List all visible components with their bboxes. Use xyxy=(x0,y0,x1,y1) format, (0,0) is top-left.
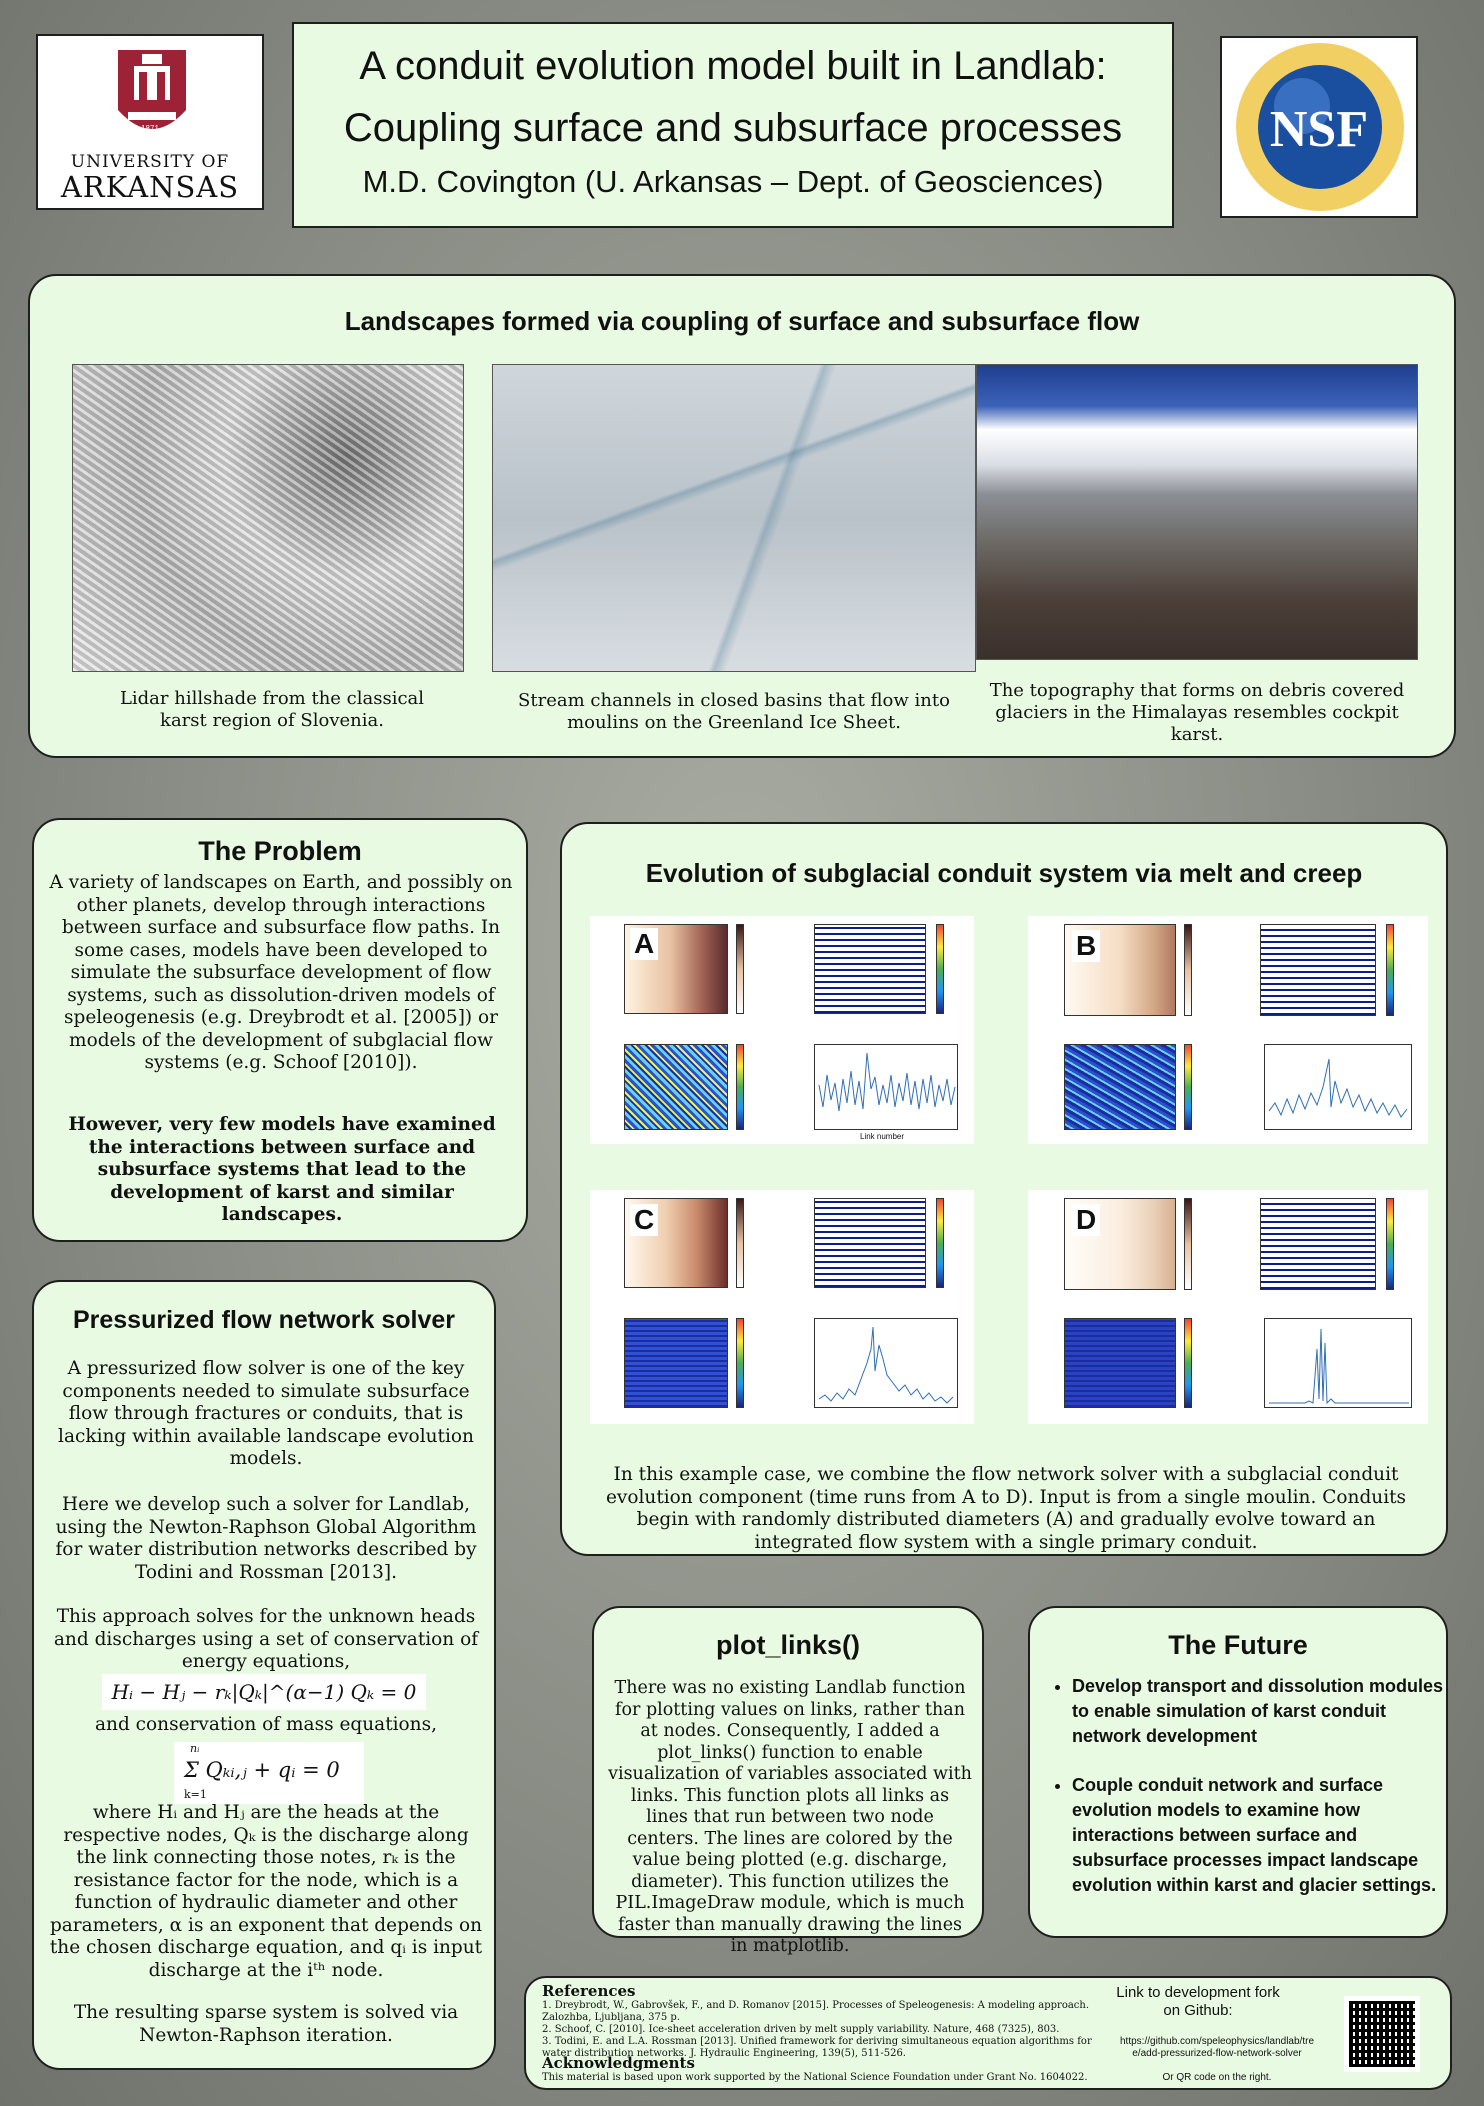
diameter-map-b xyxy=(1064,1044,1176,1130)
acknowledgments-text: This material is based upon work supported by the National Science Foundation under Grant No. 1604022. xyxy=(542,2072,1088,2083)
qr-note: Or QR code on the right. xyxy=(1162,2072,1272,2083)
discharge-map-d xyxy=(1260,1198,1376,1290)
solver-p6: The resulting sparse system is solved via Newton-Raphson iteration. xyxy=(73,2002,459,2046)
figure-panel-b xyxy=(1028,916,1428,1144)
plot-links-body: There was no existing Landlab function for plotting values on links, rather than at nodes. Consequently, I added a plot_links() function to enable visualization of variables associated with links. This function plots all links as lines that run between two node centers. The lines are colored by the value being plotted (e.g. discharge, diameter). This function utilizes the PIL.ImageDraw module, which is much faster than manually drawing the lines in matplotlib. xyxy=(608,1678,972,1956)
university-seal-icon xyxy=(112,48,192,148)
poster-title-line2: Coupling surface and subsurface processes xyxy=(343,106,1123,150)
diameter-colorbar-a xyxy=(736,1044,744,1130)
plot-links-heading: plot_links() xyxy=(715,1630,860,1660)
evolution-caption: In this example case, we combine the flow network solver with a subglacial conduit evolution component (time runs from A to D). Input is from a single moulin. Conduits begin with randomly distributed diameters (A) and gradually evolve toward an integrated flow system with a single primary conduit. xyxy=(605,1464,1407,1553)
figure-panel-a xyxy=(590,916,974,1144)
acknowledgments-heading: Acknowledgments xyxy=(542,2054,695,2072)
diameter-colorbar-c xyxy=(736,1318,744,1408)
panel-label-a: A xyxy=(630,928,658,960)
diameter-series-a xyxy=(814,1044,958,1130)
plot-links-section xyxy=(592,1606,984,1956)
logo-left-box xyxy=(36,34,264,210)
discharge-colorbar-d xyxy=(1386,1198,1394,1290)
diameter-series-b xyxy=(1264,1044,1412,1130)
problem-body: A variety of landscapes on Earth, and possibly on other planets, develop through interactions between surface and subsurface flow paths. In some cases, models have been developed to simulate the subsurface development of flow systems, such as dissolution-driven models of speleogenesis (e.g. Dreybrodt et al. [2005]) or models of the development of subglacial flow systems (e.g. Schoof [2010]). xyxy=(49,872,513,1073)
landscapes-heading: Landscapes formed via coupling of surface and subsurface flow xyxy=(344,306,1140,336)
future-list xyxy=(1046,1674,1452,1922)
solver-section xyxy=(32,1280,496,2070)
head-colorbar-a xyxy=(736,924,744,1014)
problem-emphasis: However, very few models have examined the interactions between surface and subsurface systems that lead to the development of karst and similar landscapes. xyxy=(68,1114,496,1225)
himalaya-glacier-image xyxy=(976,364,1418,660)
problem-section xyxy=(32,818,528,1242)
logo-text-line2: ARKANSAS xyxy=(60,170,240,204)
figure-panel-d xyxy=(1028,1190,1428,1424)
discharge-colorbar-c xyxy=(936,1198,944,1288)
discharge-map-a xyxy=(814,924,926,1014)
future-item-1: • Develop transport and dissolution modules to enable simulation of karst conduit network development xyxy=(1072,1674,1452,1749)
reference-1: 1. Dreybrodt, W., Gabrovšek, F., and D. Romanov [2015]. Processes of Speleogenesis: A modeling approach. Zalozhba, Ljubljana, 375 p. xyxy=(542,2000,1090,2023)
diameter-colorbar-b xyxy=(1184,1044,1192,1130)
slovenia-hillshade-image xyxy=(72,364,464,672)
references-heading: References xyxy=(542,1982,636,2000)
github-link-title: Link to development fork on Github: xyxy=(1116,1984,1280,2019)
panel-label-b: B xyxy=(1072,930,1100,962)
logo-right-box xyxy=(1220,36,1418,218)
panel-label-d: D xyxy=(1072,1204,1100,1236)
solver-heading: Pressurized flow network solver xyxy=(72,1306,456,1334)
mass-equation: nᵢ Σ Qₖᵢ,ⱼ + qᵢ = 0 k=1 xyxy=(174,1742,364,1804)
diameter-series-d xyxy=(1264,1318,1412,1408)
solver-p5: where Hᵢ and Hⱼ are the heads at the respective nodes, Qₖ is the discharge along the link connecting those notes, rₖ is the resistance factor for the node, which is a function of hydraulic diameter and other parameters, α is an exponent that depends on the chosen discharge equation, and qᵢ is input discharge at the iᵗʰ node. xyxy=(49,1802,483,1981)
discharge-map-b xyxy=(1260,924,1376,1016)
diameter-map-d xyxy=(1064,1318,1176,1408)
evolution-heading: Evolution of subglacial conduit system via melt and creep xyxy=(645,858,1363,888)
nsf-logo-text: NSF xyxy=(1269,101,1369,158)
discharge-colorbar-b xyxy=(1386,924,1394,1016)
energy-equation: Hᵢ − Hⱼ − rₖ|Qₖ|^(α−1) Qₖ = 0 xyxy=(34,1674,494,1710)
github-link[interactable]: https://github.com/speleophysics/landlab/tree/add-pressurized-flow-network-solver xyxy=(1120,2036,1314,2059)
caption-slovenia: Lidar hillshade from the classical karst region of Slovenia. xyxy=(119,688,425,731)
solver-p4: and conservation of mass equations, xyxy=(95,1714,437,1735)
greenland-streams-image xyxy=(492,364,976,672)
problem-heading: The Problem xyxy=(198,836,362,866)
logo-text-line1: UNIVERSITY OF xyxy=(70,152,230,172)
landscapes-section xyxy=(28,274,1456,758)
diameter-map-a xyxy=(624,1044,728,1130)
solver-p3: This approach solves for the unknown heads and discharges using a set of conservation of energy equations, xyxy=(53,1606,479,1672)
reference-3: 3. Todini, E. and L.A. Rossman [2013]. Unified framework for deriving simultaneous equation algorithms for water distribution networks. J. Hydraulic Engineering, 139(5), 511-526. xyxy=(542,2036,1092,2059)
head-colorbar-c xyxy=(736,1198,744,1288)
future-section xyxy=(1028,1606,1448,1938)
title-box xyxy=(292,22,1174,228)
poster-author: M.D. Covington (U. Arkansas – Dept. of Geosciences) xyxy=(362,164,1104,199)
evolution-section xyxy=(560,822,1448,1556)
references-list xyxy=(542,2000,1102,2060)
discharge-colorbar-a xyxy=(936,924,944,1014)
poster-title-line1: A conduit evolution model built in Landlab: xyxy=(359,44,1107,88)
reference-2: 2. Schoof, C. [2010]. Ice-sheet acceleration driven by melt supply variability. Nature, 468 (7325), 803. xyxy=(542,2024,1060,2035)
solver-p1: A pressurized flow solver is one of the key components needed to simulate subsurface flow through fractures or conduits, that is lacking within available landscape evolution models. xyxy=(58,1358,474,1469)
diameter-map-c xyxy=(624,1318,728,1408)
head-colorbar-b xyxy=(1184,924,1192,1016)
qr-code-icon[interactable] xyxy=(1346,1998,1418,2070)
solver-p2: Here we develop such a solver for Landlab, using the Newton-Raphson Global Algorithm for water distribution networks described by Todini and Rossman [2013]. xyxy=(55,1494,477,1583)
future-heading: The Future xyxy=(1168,1630,1308,1660)
panel-label-c: C xyxy=(630,1204,658,1236)
head-colorbar-d xyxy=(1184,1198,1192,1290)
diameter-colorbar-d xyxy=(1184,1318,1192,1408)
figure-panel-c xyxy=(590,1190,974,1424)
caption-himalaya: The topography that forms on debris covered glaciers in the Himalayas resembles cockpit karst. xyxy=(989,680,1405,745)
logo-year: 1871 xyxy=(141,124,159,133)
discharge-map-c xyxy=(814,1198,926,1288)
caption-greenland: Stream channels in closed basins that flow into moulins on the Greenland Ice Sheet. xyxy=(518,690,950,733)
references-section xyxy=(524,1976,1452,2090)
axis-label-a: Link number xyxy=(860,1132,905,1141)
diameter-series-c xyxy=(814,1318,958,1408)
future-item-2: • Couple conduit network and surface evolution models to examine how interactions between surface and subsurface processes impact landscape evolution within karst and glacier settings. xyxy=(1072,1773,1452,1898)
